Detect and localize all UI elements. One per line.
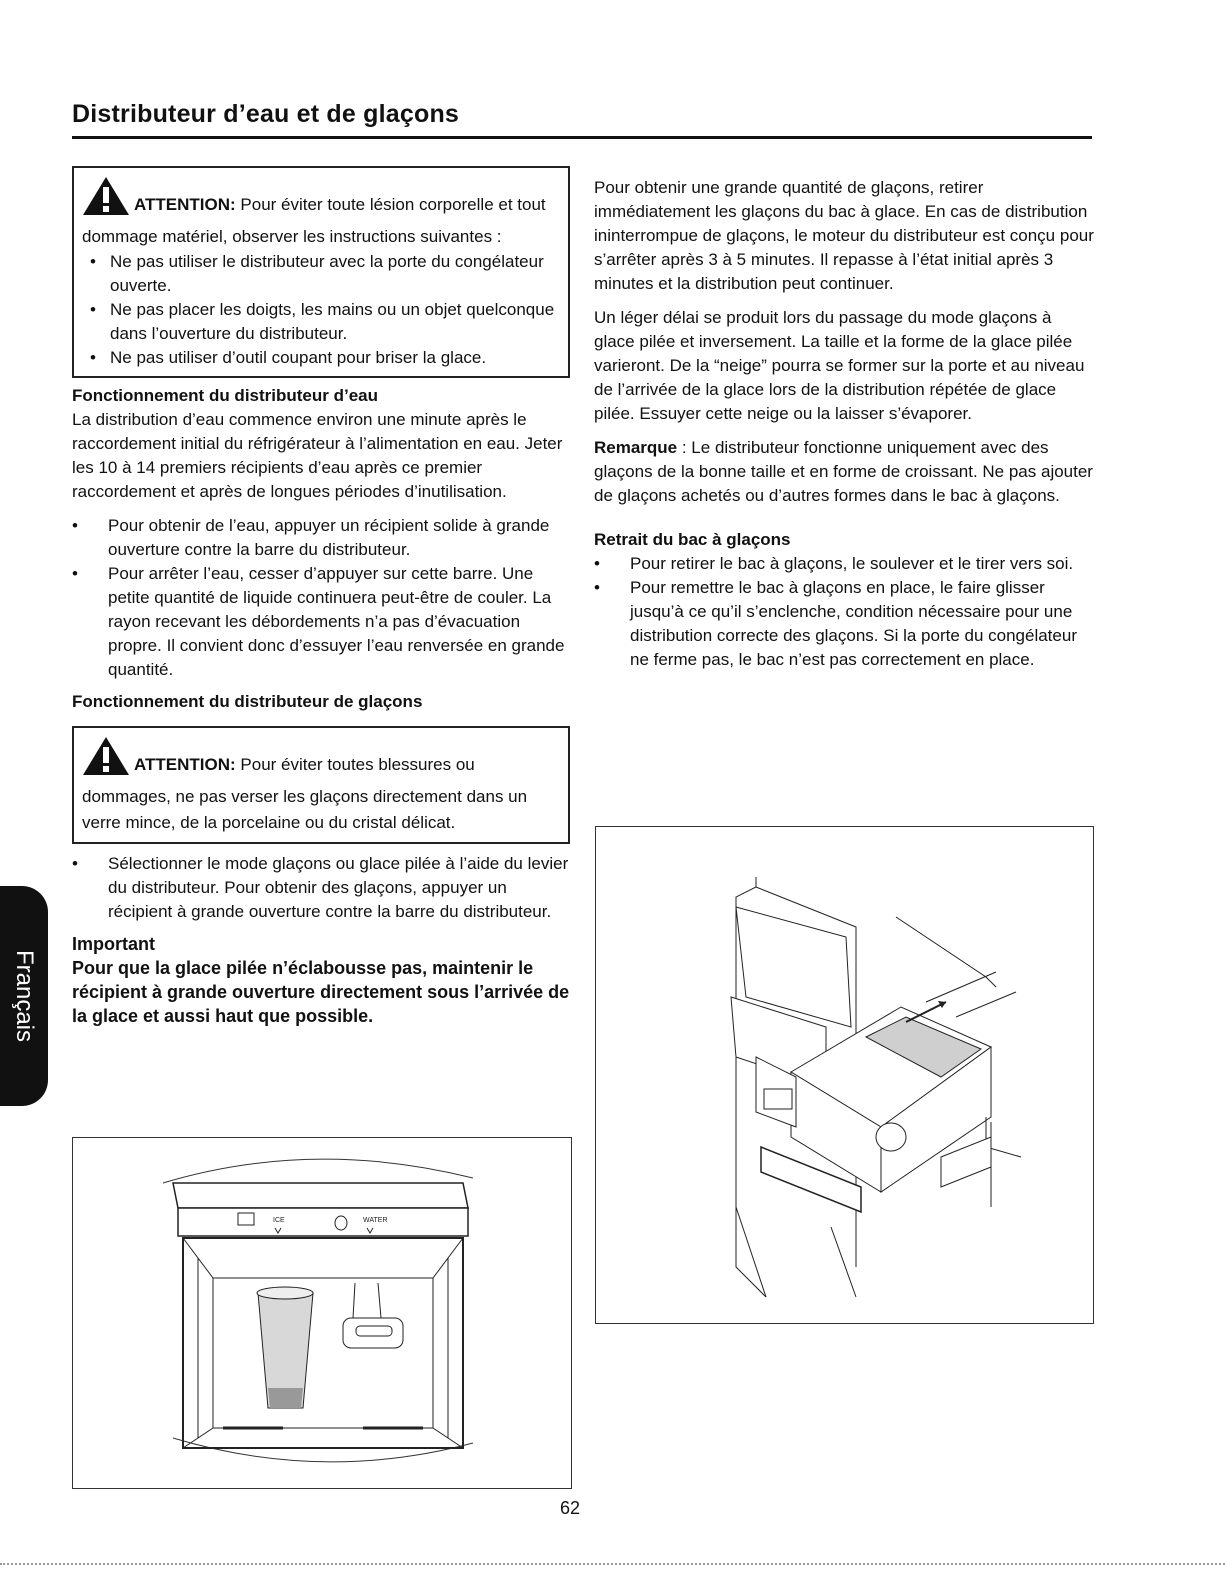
important-label: Important (72, 934, 155, 954)
list-item: • Pour retirer le bac à glaçons, le soulever et le tirer vers soi. (594, 552, 1094, 576)
right-paragraph-2: Un léger délai se produit lors du passage du mode glaçons à glace pilée et inversement. La taille et la forme de la glace pilée varieront. De la “neige” pourra se former sur la porte et au niveau de l’arrivée de la glace lors de la distribution répétée de glace pilée. Essuyer cette neige ou la laisser s’évaporer. (594, 308, 1085, 423)
language-tab-label: Français (11, 949, 38, 1043)
ice-bin-bullets (594, 552, 1094, 672)
list-item: • Pour obtenir de l’eau, appuyer un récipient solide à grande ouverture contre la barre du distributeur. (72, 514, 570, 562)
warning-label: ATTENTION: (134, 195, 236, 214)
warning-header (82, 176, 560, 250)
dispenser-illustration (72, 1137, 572, 1489)
warning-list (82, 250, 560, 370)
title-rule (72, 136, 1092, 139)
list-item: • Ne pas utiliser d’outil coupant pour briser la glace. (82, 346, 560, 370)
page-number: 62 (560, 1498, 581, 1518)
left-column (72, 166, 570, 1028)
water-bullets (72, 514, 570, 682)
right-column (594, 176, 1094, 680)
warning-text: Pour éviter toutes blessures ou dommages, ne pas verser les glaçons directement dans un verre mince, de la porcelaine ou du cristal délicat. (82, 755, 528, 832)
water-label: WATER (363, 1217, 388, 1224)
important-text: Pour que la glace pilée n’éclabousse pas, maintenir le récipient à grande ouverture directement sous l’arrivée de la glace et aussi haut que possible. (72, 958, 570, 1026)
list-item: • Ne pas placer les doigts, les mains ou un objet quelconque dans l’ouverture du distributeur. (82, 298, 560, 346)
ice-heading: Fonctionnement du distributeur de glaçons (72, 692, 423, 711)
list-item: • Pour arrêter l’eau, cesser d’appuyer sur cette barre. Une petite quantité de liquide continuera peut-être de couler. La rayon recevant les débordements n’a pas d’évacuation propre. Il convient donc d’essuyer l’eau renversée en grande quantité. (72, 562, 570, 682)
note-label: Remarque (594, 438, 678, 457)
warning-box-safety (72, 166, 570, 378)
warning-text: Pour éviter toute lésion corporelle et tout dommage matériel, observer les instructions suivantes : (82, 195, 546, 246)
page-title: Distributeur d’eau et de glaçons (72, 100, 460, 128)
dispenser-drawing (73, 1138, 571, 1488)
right-paragraph-1: Pour obtenir une grande quantité de glaçons, retirer immédiatement les glaçons du bac à glace. En cas de distribution ininterrompue de glaçons, le moteur du distributeur est conçu pour s’arrêter après 3 à 5 minutes. Il repasse à l’état initial après 3 minutes et la distribution peut continuer. (594, 178, 1094, 293)
list-item: • Sélectionner le mode glaçons ou glace pilée à l’aide du levier du distributeur. Pour obtenir des glaçons, appuyer un récipient à grande ouverture contre la barre du distributeur. (72, 852, 570, 924)
ice-bin-heading: Retrait du bac à glaçons (594, 530, 791, 549)
warning-header (82, 736, 560, 836)
ice-bin-drawing (596, 827, 1093, 1323)
note-paragraph (594, 436, 1094, 508)
water-paragraph: La distribution d’eau commence environ une minute après le raccordement initial du réfrigérateur à l’alimentation en eau. Jeter les 10 à 14 premiers récipients d’eau après ce premier raccordement et après de longues périodes d’inutilisation. (72, 410, 563, 501)
warning-triangle-icon (82, 176, 130, 224)
list-item: • Pour remettre le bac à glaçons en place, le faire glisser jusqu’à ce qu’il s’enclenche, condition nécessaire pour une distribution correcte des glaçons. Si la porte du congélateur ne ferme pas, le bac n’est pas correctement en place. (594, 576, 1094, 672)
ice-label: ICE (273, 1217, 285, 1224)
bottom-dotted-rule (0, 1563, 1225, 1565)
warning-box-glass (72, 726, 570, 844)
language-tab[interactable] (0, 886, 48, 1106)
warning-label: ATTENTION: (134, 755, 236, 774)
note-text: : Le distributeur fonctionne uniquement avec des glaçons de la bonne taille et en forme de croissant. Ne pas ajouter de glaçons achetés ou d’autres formes dans le bac à glaçons. (594, 438, 1093, 505)
ice-bin-illustration (595, 826, 1094, 1324)
water-heading: Fonctionnement du distributeur d’eau (72, 386, 378, 405)
ice-bullets (72, 852, 570, 924)
warning-triangle-icon (82, 736, 130, 784)
list-item: • Ne pas utiliser le distributeur avec la porte du congélateur ouverte. (82, 250, 560, 298)
